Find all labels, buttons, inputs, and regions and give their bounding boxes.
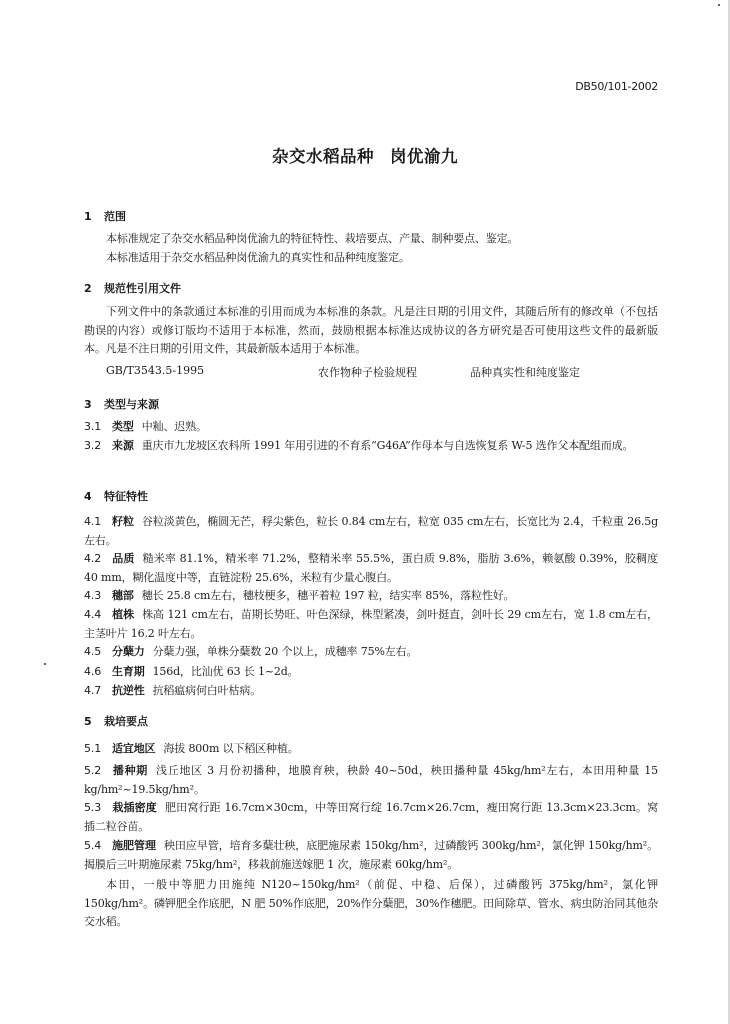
title-part-1: 杂交水稻品种 bbox=[272, 147, 374, 166]
reference-code: GB/T3543.5-1995 bbox=[106, 364, 205, 377]
section-1-paragraph-2: 本标准适用于杂交水稻品种岗优渝九的真实性和品种纯度鉴定。 bbox=[106, 251, 410, 264]
section-1-heading: 1 范围 bbox=[84, 210, 126, 223]
item-4-3: 4.3 穗部 穗长 25.8 cm左右，穗枝梗多，穗平着粒 197 粒，结实率 85%，落粒性好。 bbox=[84, 589, 515, 602]
item-5-3: 5.3 栽插密度 肥田窝行距 16.7cm×30cm，中等田窝行绽 16.7cm×26.7cm，瘦田窝行距 13.3cm×23.3cm。窝插二粒谷苗。 bbox=[84, 801, 658, 833]
item-5-2: 5.2 播种期 浅丘地区 3 月份初播种，地膜育秧，秧龄 40~50d，秧田播种量 45kg/hm²左右，本田用种量 15 kg/hm²~19.5kg/hm²。 bbox=[84, 764, 658, 796]
section-2-paragraph: 下列文件中的条款通过本标准的引用而成为本标准的条款。凡是注日期的引用文件，其随后所有的修改单（不包括勘误的内容）或修订版均不适用于本标准，然而，鼓励根据本标准达成协议的各方研究是否可使用这些文件的最新版本。凡是不注日期的引用文件，其最新版本适用于本标准。 bbox=[84, 305, 658, 355]
section-2-heading: 2 规范性引用文件 bbox=[84, 282, 181, 295]
section-4-heading: 4 特征特性 bbox=[84, 490, 148, 503]
item-4-1: 4.1 籽粒 谷粒淡黄色，椭圆无芒，稃尖紫色，粒长 0.84 cm左右，粒宽 035 cm左右，长宽比为 2.4，千粒重 26.5g 左右。 bbox=[84, 515, 659, 547]
section-5-heading: 5 栽培要点 bbox=[84, 715, 148, 728]
item-4-6: 4.6 生育期 156d，比汕优 63 长 1~2d。 bbox=[84, 665, 299, 678]
page-title bbox=[0, 143, 730, 167]
scan-speck bbox=[44, 663, 46, 665]
section-3-heading: 3 类型与来源 bbox=[84, 398, 159, 411]
item-5-1: 5.1 适宜地区 海拔 800m 以下稻区种植。 bbox=[84, 742, 299, 755]
item-3-2: 3.2 来源 重庆市九龙坡区农科所 1991 年用引进的不育系“G46A”作母本与自选恢复系 W-5 选作父本配组而成。 bbox=[84, 439, 634, 452]
item-4-5: 4.5 分蘖力 分蘖力强，单株分蘖数 20 个以上，成穗率 75%左右。 bbox=[84, 645, 418, 658]
section-5-paragraph: 本田，一般中等肥力田施纯 N120~150kg/hm²（前促、中稳、后保），过磷酸钙 375kg/hm²，氯化钾 150kg/hm²。磷钾肥全作底肥，N 肥 50%作底肥，20%作分蘖肥，30%作穗肥。田间除草、管水、病虫防治同其他杂交水稻。 bbox=[84, 878, 658, 928]
item-4-7: 4.7 抗逆性 抗稻瘟病何白叶枯病。 bbox=[84, 684, 262, 697]
reference-name: 农作物种子检验规程 bbox=[318, 366, 417, 379]
item-5-4: 5.4 施肥管理 秧田应早管，培育多蘖壮秧，底肥施尿素 150kg/hm²，过磷酸钙 300kg/hm²，氯化钾 150kg/hm²。揭膜后三叶期施尿素 75kg/hm²，移栽前施送嫁肥 1 次，施尿素 60kg/hm²。 bbox=[84, 839, 658, 871]
item-3-1: 3.1 类型 中籼、迟熟。 bbox=[84, 420, 207, 433]
scan-speck bbox=[718, 4, 720, 6]
title-part-2: 岗优渝九 bbox=[390, 147, 458, 166]
item-4-2: 4.2 品质 糙米率 81.1%，精米率 71.2%，整精米率 55.5%，蛋白质 9.8%，脂肪 3.6%，赖氨酸 0.39%，胶稠度 40 mm，糊化温度中等，直链淀粉 25.6%，米粒有少量心腹白。 bbox=[84, 552, 659, 584]
reference-part: 品种真实性和纯度鉴定 bbox=[470, 366, 580, 379]
section-1-paragraph-1: 本标准规定了杂交水稻品种岗优渝九的特征特性、栽培要点、产量、制种要点、鉴定。 bbox=[106, 232, 519, 245]
item-4-4: 4.4 植株 株高 121 cm左右，苗期长势旺、叶色深绿，株型紧凑，剑叶挺直，剑叶长 29 cm左右，宽 1.8 cm左右，主茎叶片 16.2 叶左右。 bbox=[84, 608, 659, 640]
standard-code: DB50/101-2002 bbox=[575, 80, 658, 93]
